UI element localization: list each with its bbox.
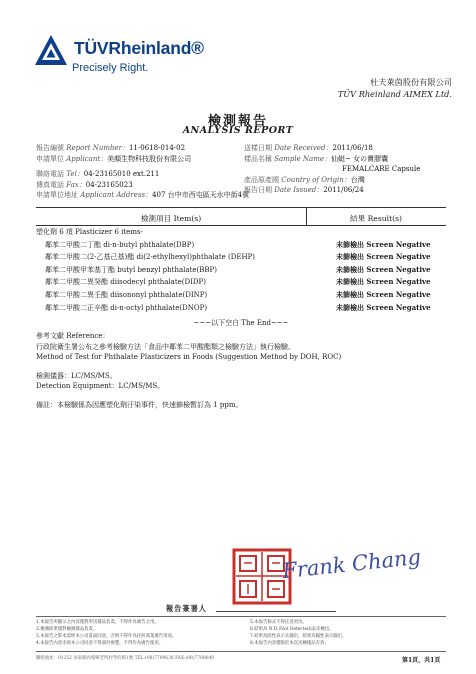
- info-label: 報告編號 Report Number：: [36, 144, 129, 152]
- footer-note: 8.本報告內容僅限於本次送檢樣品有效。: [250, 641, 329, 646]
- test-item: 鄰苯二甲酸二丁酯 di-n-butyl phthalate(DBP): [45, 240, 195, 249]
- reference-label: 參考文獻 Reference：: [36, 332, 110, 340]
- equipment-block: [36, 371, 341, 392]
- reference-block: [36, 331, 341, 363]
- brand-name: TÜVRheinland®: [74, 38, 204, 58]
- sample-name-en-value: FEMALCARE Capsule: [342, 165, 421, 173]
- page-number: 第1頁，共1頁: [402, 657, 441, 664]
- test-result: 未篩檢出 Screen Negative: [336, 264, 431, 274]
- test-result: 未篩檢出 Screen Negative: [336, 289, 431, 299]
- reference-line-en: Method of Test for Phthalate Plasticizers in Foods (Suggestion Method by DOH, ROC): [36, 353, 342, 362]
- signer-label: 報告簽署人: [166, 604, 207, 613]
- test-result: 未篩檢出 Screen Negative: [336, 239, 431, 249]
- info-sample-name-en: [244, 164, 420, 175]
- report-info-left: [36, 143, 249, 201]
- test-item: 鄰苯二甲酸二正辛酯 di-n-octyl phthalate(DNOP): [45, 303, 208, 312]
- date-received-value: 2011/06/18: [332, 144, 373, 152]
- company-name-cn: 杜夫萊茵股份有限公司: [370, 77, 452, 87]
- end-marker: ~~~以下空白 The End~~~: [36, 318, 446, 328]
- footer-address: 聯絡地址：91252 屏東縣內埔鄉老埤村學府路1號 TEL:(08)7789638 FAX:(08)7789649: [36, 656, 215, 661]
- report-title-cn: 檢測報告: [207, 114, 268, 129]
- table-row-category: [36, 226, 446, 239]
- table-row: [36, 276, 446, 289]
- test-result: 未篩檢出 Screen Negative: [336, 277, 431, 287]
- sample-name-value: 仙蜓~ 女の寶膠囊: [331, 154, 389, 163]
- footer-note: 2.檢測結果僅對檢測樣品負責。: [36, 627, 98, 632]
- signature-line: [216, 611, 336, 612]
- info-date-received: [244, 143, 420, 154]
- table-row: [36, 239, 446, 252]
- footer-note: 1.本報告所顯示之內容僅對所送樣品負責，不得作為廣告之用。: [36, 620, 159, 625]
- report-number-value: 11-0618-014-02: [128, 144, 186, 152]
- footer-bottom-rule: [36, 651, 446, 652]
- equipment-line-en: Detection Equipment：LC/MS/MS。: [36, 382, 165, 391]
- info-label: 報告日期 Date Issued：: [244, 186, 324, 194]
- info-tel: [36, 169, 249, 180]
- country-value: 台灣: [350, 175, 365, 184]
- test-item: 鄰苯二甲酸二異壬酯 diisononyl phthalate(DINP): [45, 290, 208, 299]
- column-header-item: 檢測項目 Item(s): [140, 214, 202, 223]
- table-row: [36, 289, 446, 302]
- info-country-origin: [244, 175, 420, 186]
- table-row: [36, 264, 446, 277]
- footer-note: 6.結果為 N.D.(Not Detected)表未檢出。: [250, 627, 334, 632]
- footer-note: 5.本報告格式不得任意更改。: [250, 620, 307, 625]
- test-item: 鄰苯二甲酸二(2-乙基己基)酯 di(2-ethylhexyl)phthalate (DEHP): [45, 253, 256, 262]
- table-top-rule: [36, 207, 446, 208]
- test-result: 未篩檢出 Screen Negative: [336, 302, 431, 312]
- signature: Frank Chang: [281, 544, 423, 584]
- info-label: 產品原產國 Country of Origin：: [244, 175, 351, 184]
- info-date-issued: [244, 185, 420, 196]
- test-item: 鄰苯二甲酸二異癸酯 diisodecyl phthalate(DIDP): [45, 278, 206, 287]
- report-info-right: [244, 143, 420, 196]
- column-header-result: 結果 Result(s): [350, 214, 402, 223]
- table-row: [36, 302, 446, 315]
- info-label: 聯絡電話 Tel：: [36, 170, 84, 178]
- footer-note: 7.結果為陰性表示未篩出，結果為陽性表示篩出。: [250, 634, 347, 639]
- address-value: 407 台中市西屯區天水中街4號: [152, 191, 250, 199]
- footer-note: 4.本報告內容未經本公司同意不得部份複製，不得作為廣告使用。: [36, 641, 164, 646]
- fax-value: 04-23165023: [85, 180, 133, 189]
- test-item: 鄰苯二甲酸甲苯基丁酯 butyl benzyl phthalate(BBP): [45, 265, 217, 274]
- brand-tagline: Precisely Right.: [72, 62, 149, 74]
- applicant-value: 美顏生物科技股份有限公司: [107, 154, 192, 163]
- info-report-number: [36, 143, 249, 154]
- info-label: 申請單位地址 Applicant Address：: [36, 191, 153, 199]
- test-result: 未篩檢出 Screen Negative: [336, 252, 431, 262]
- footer-notes-left: [36, 619, 176, 647]
- date-issued-value: 2011/06/24: [323, 186, 364, 194]
- company-name-block: [338, 76, 452, 100]
- info-label: 申請單位 Applicant：: [36, 154, 108, 163]
- info-sample-name: [244, 154, 420, 165]
- footer-notes-right: [250, 619, 346, 647]
- tuv-logo: [34, 34, 204, 94]
- remark: 備註：本檢驗係為因應塑化劑汙染事件，快速篩檢暫訂為 1 ppm。: [36, 400, 243, 409]
- table-row: [36, 251, 446, 264]
- info-applicant-address: [36, 190, 249, 201]
- reference-line-cn: 行政院衛生署公布之參考檢驗方法「食品中鄰苯二甲酸酯類之檢驗方法」執行檢驗。: [36, 342, 295, 351]
- info-fax: [36, 180, 249, 191]
- company-name-en: TÜV Rheinland AIMEX Ltd.: [337, 89, 452, 99]
- category-label: 塑化劑 6 項 Plasticizer 6 items-: [36, 228, 143, 236]
- footer-top-rule: [36, 616, 446, 617]
- info-label: 傳真電話 Fax：: [36, 180, 86, 189]
- equipment-line-cn: 檢測儀器：LC/MS/MS。: [36, 371, 117, 380]
- info-label: 送樣日期 Date Received：: [244, 144, 333, 152]
- tel-value: 04-23165010 ext.211: [83, 170, 160, 178]
- info-label: 樣品名稱 Sample Name：: [244, 154, 332, 163]
- footer-note: 3.本報告之影本需經本公司書面同意，否則不得作為任何商業廣告用途。: [36, 634, 177, 639]
- tuv-triangle-logo-icon: [34, 34, 68, 66]
- results-table: [36, 226, 446, 314]
- references-section: [36, 331, 341, 411]
- report-title-en: ANALYSIS REPORT: [182, 125, 294, 136]
- info-applicant: [36, 154, 249, 165]
